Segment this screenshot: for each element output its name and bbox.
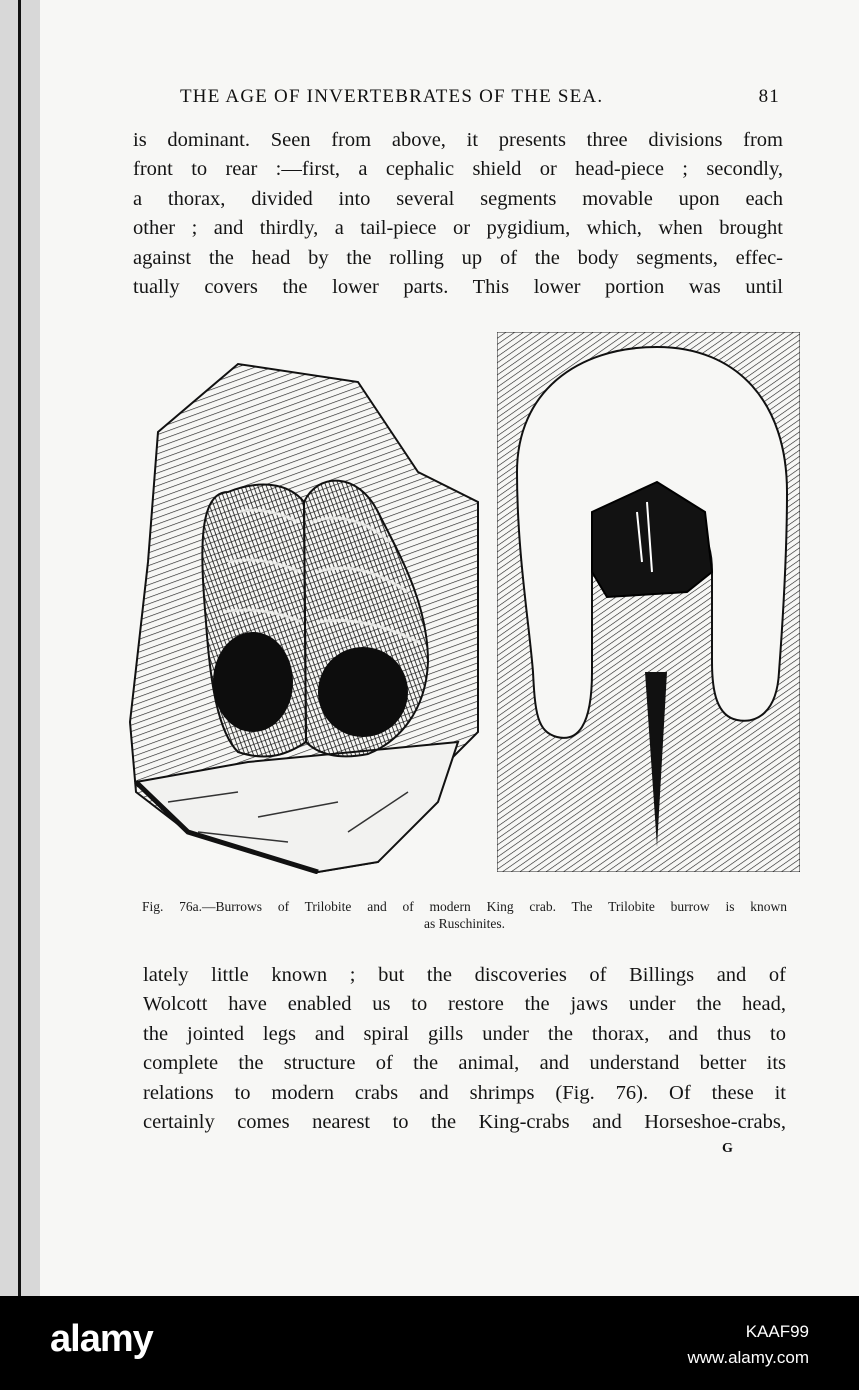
caption-line: as Ruschinites. <box>424 916 505 931</box>
text-line: Wolcott have enabled us to restore the jaws under the head, <box>143 993 786 1016</box>
text-line: against the head by the rolling up of the body segments, effec- <box>133 246 783 269</box>
trilobite-burrow-illustration <box>128 362 480 874</box>
watermark-footer <box>0 1296 859 1390</box>
text-line: tually covers the lower parts. This lower portion was until <box>133 275 783 298</box>
running-header <box>180 86 780 114</box>
figure-caption <box>142 898 787 932</box>
alamy-logo: alamy <box>50 1318 153 1360</box>
text-line: relations to modern crabs and shrimps (Fig. 76). Of these it <box>143 1081 786 1104</box>
running-title: THE AGE OF INVERTEBRATES OF THE SEA. <box>180 86 604 107</box>
king-crab-burrow-illustration <box>497 332 800 872</box>
caption-line: Fig. 76a.—Burrows of Trilobite and of modern King crab. The Trilobite burrow is known <box>142 899 787 914</box>
signature-mark: G <box>722 1141 733 1156</box>
paragraph-bottom <box>143 961 786 1137</box>
image-code: KAAF99 <box>745 1322 809 1341</box>
watermark-url: www.alamy.com <box>687 1348 809 1367</box>
page-number: 81 <box>758 86 780 107</box>
text-line: certainly comes nearest to the King-crabs and Horseshoe-crabs, <box>143 1110 786 1133</box>
text-line: other ; and thirdly, a tail-piece or pygidium, which, when brought <box>133 217 783 240</box>
text-line: lately little known ; but the discoveries of Billings and of <box>143 964 786 986</box>
paragraph-top <box>133 126 783 302</box>
text-line: complete the structure of the animal, and understand better its <box>143 1052 786 1075</box>
text-line: the jointed legs and spiral gills under the thorax, and thus to <box>143 1022 786 1045</box>
text-line: front to rear :—first, a cephalic shield or head-piece ; secondly, <box>133 158 783 181</box>
page-edge-line <box>18 0 21 1296</box>
text-line: a thorax, divided into several segments movable upon each <box>133 187 783 210</box>
text-line: is dominant. Seen from above, it presents three divisions from <box>133 129 783 151</box>
